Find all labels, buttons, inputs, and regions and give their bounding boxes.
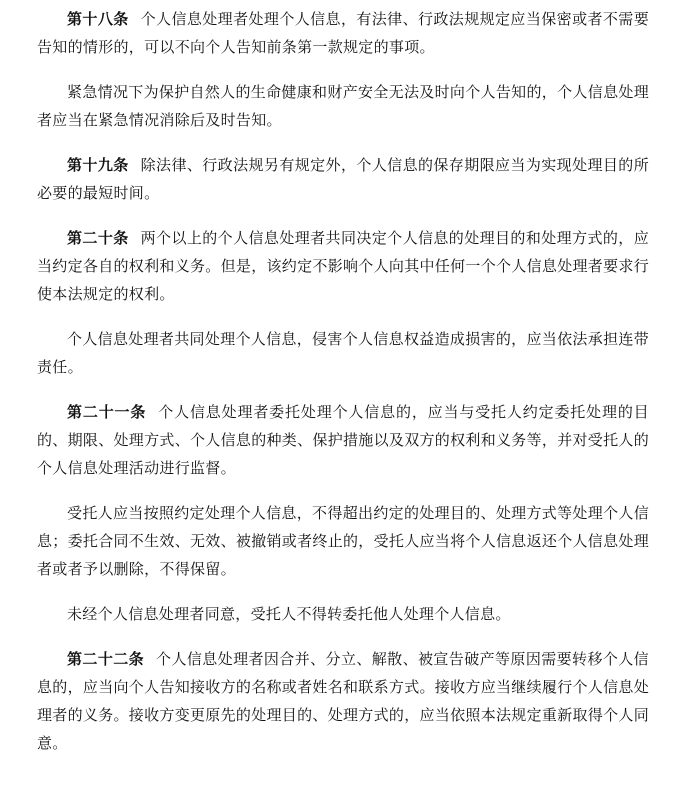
paragraph-article-21-clause-3 — [37, 600, 649, 628]
paragraph-text: 两个以上的个人信息处理者共同决定个人信息的处理目的和处理方式的，应当约定各自的权利和义务。但是，该约定不影响个人向其中任何一个个人信息处理者要求行使本法规定的权利。 — [37, 229, 650, 303]
paragraph-article-21-clause-2 — [37, 499, 649, 583]
paragraph-article-21 — [37, 398, 649, 482]
paragraph-text: 除法律、行政法规另有规定外，个人信息的保存期限应当为实现处理目的所必要的最短时间。 — [37, 156, 650, 202]
article-number: 第二十条 — [67, 229, 129, 247]
article-number: 第十九条 — [67, 156, 129, 174]
article-number: 第十八条 — [67, 10, 129, 28]
paragraph-text: 受托人应当按照约定处理个人信息，不得超出约定的处理目的、处理方式等处理个人信息；委托合同不生效、无效、被撤销或者终止的，受托人应当将个人信息返还个人信息处理者或者予以删除，不得保留。 — [37, 504, 650, 578]
paragraph-article-19 — [37, 151, 649, 207]
paragraph-article-18-clause-2 — [37, 78, 649, 134]
document-body — [37, 5, 649, 774]
paragraph-text: 个人信息处理者委托处理个人信息的，应当与受托人约定委托处理的目的、期限、处理方式、个人信息的种类、保护措施以及双方的权利和义务等，并对受托人的个人信息处理活动进行监督。 — [37, 403, 650, 477]
paragraph-text: 紧急情况下为保护自然人的生命健康和财产安全无法及时向个人告知的，个人信息处理者应当在紧急情况消除后及时告知。 — [37, 83, 649, 129]
paragraph-text: 未经个人信息处理者同意，受托人不得转委托他人处理个人信息。 — [67, 605, 511, 623]
article-number: 第二十一条 — [67, 403, 147, 421]
article-number: 第二十二条 — [67, 650, 145, 668]
paragraph-article-18 — [37, 5, 649, 61]
paragraph-text: 个人信息处理者因合并、分立、解散、被宣告破产等原因需要转移个人信息的，应当向个人告知接收方的名称或者姓名和联系方式。接收方应当继续履行个人信息处理者的义务。接收方变更原先的处理目的、处理方式的，应当依照本法规定重新取得个人同意。 — [37, 650, 650, 752]
paragraph-text: 个人信息处理者共同处理个人信息，侵害个人信息权益造成损害的，应当依法承担连带责任。 — [37, 330, 649, 376]
paragraph-article-20 — [37, 224, 649, 308]
paragraph-text: 个人信息处理者处理个人信息，有法律、行政法规规定应当保密或者不需要告知的情形的，可以不向个人告知前条第一款规定的事项。 — [37, 10, 650, 56]
paragraph-article-22 — [37, 645, 649, 757]
paragraph-article-20-clause-2 — [37, 325, 649, 381]
